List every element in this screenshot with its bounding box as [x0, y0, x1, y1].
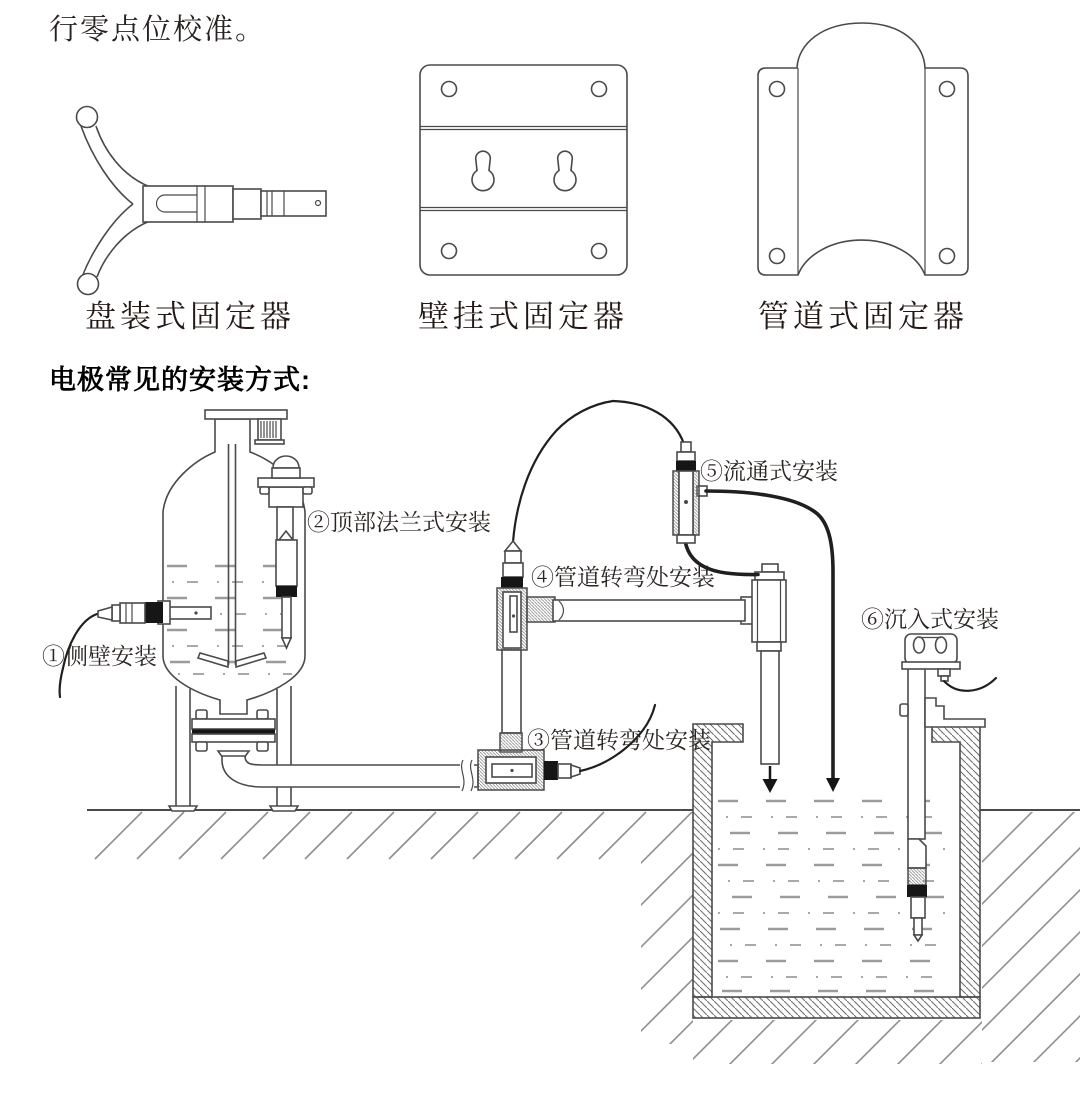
mount-bracket	[925, 698, 985, 727]
install-label-5-flow-through: ⑤流通式安装	[700, 458, 838, 484]
intro-text: 行零点位校准。	[49, 14, 267, 46]
install-label-6-immersion: ⑥沉入式安装	[861, 606, 999, 632]
electrode-band	[907, 885, 927, 897]
fixture-label-wall-mount: 壁挂式固定器	[418, 299, 628, 334]
electrode-cable	[613, 401, 684, 444]
install-label-4-pipe-bend: ④管道转弯处安装	[531, 564, 715, 590]
immersion-pipe	[908, 667, 925, 839]
flow-arrow	[763, 779, 778, 793]
immersion-assembly-6	[900, 634, 996, 941]
flow-arrow	[826, 778, 840, 792]
vertical-pipe	[502, 650, 521, 733]
panel-mount-fixture-drawing	[77, 107, 327, 295]
junction-box	[905, 634, 957, 664]
electrode-band	[544, 761, 558, 780]
install-label-3-pipe-bend: ③管道转弯处安装	[527, 727, 711, 753]
installation-diagram	[60, 401, 1080, 1111]
wall-mount-fixture-drawing	[420, 65, 627, 275]
pipe-mount-fixture-drawing	[758, 23, 968, 275]
electrode-band	[501, 577, 523, 588]
electrode-band	[145, 602, 163, 623]
electrode-band	[676, 461, 696, 471]
fixture-label-pipe-mount: 管道式固定器	[758, 299, 968, 334]
install-label-1-side-wall: ①侧壁安装	[42, 643, 157, 669]
motor-plate	[205, 410, 287, 419]
install-label-2-top-flange: ②顶部法兰式安装	[307, 509, 491, 535]
tank-bottom-flange	[192, 710, 275, 758]
fixture-label-panel-mount: 盘装式固定器	[85, 299, 295, 334]
electrode-cable	[513, 401, 613, 542]
electrode-cable	[944, 678, 996, 691]
section-heading: 电极常见的安装方式:	[49, 365, 311, 395]
keyhole-slot	[554, 151, 576, 191]
horizontal-pipe	[553, 600, 745, 621]
outlet-pipe	[222, 756, 478, 787]
basin	[693, 724, 980, 1018]
basin-left-wall	[693, 724, 743, 997]
right-tee-downpipe	[741, 564, 786, 793]
keyhole-slot	[472, 151, 494, 191]
electrode-band	[276, 586, 297, 597]
basin-bottom	[693, 997, 980, 1018]
basin-right-wall	[932, 724, 980, 997]
